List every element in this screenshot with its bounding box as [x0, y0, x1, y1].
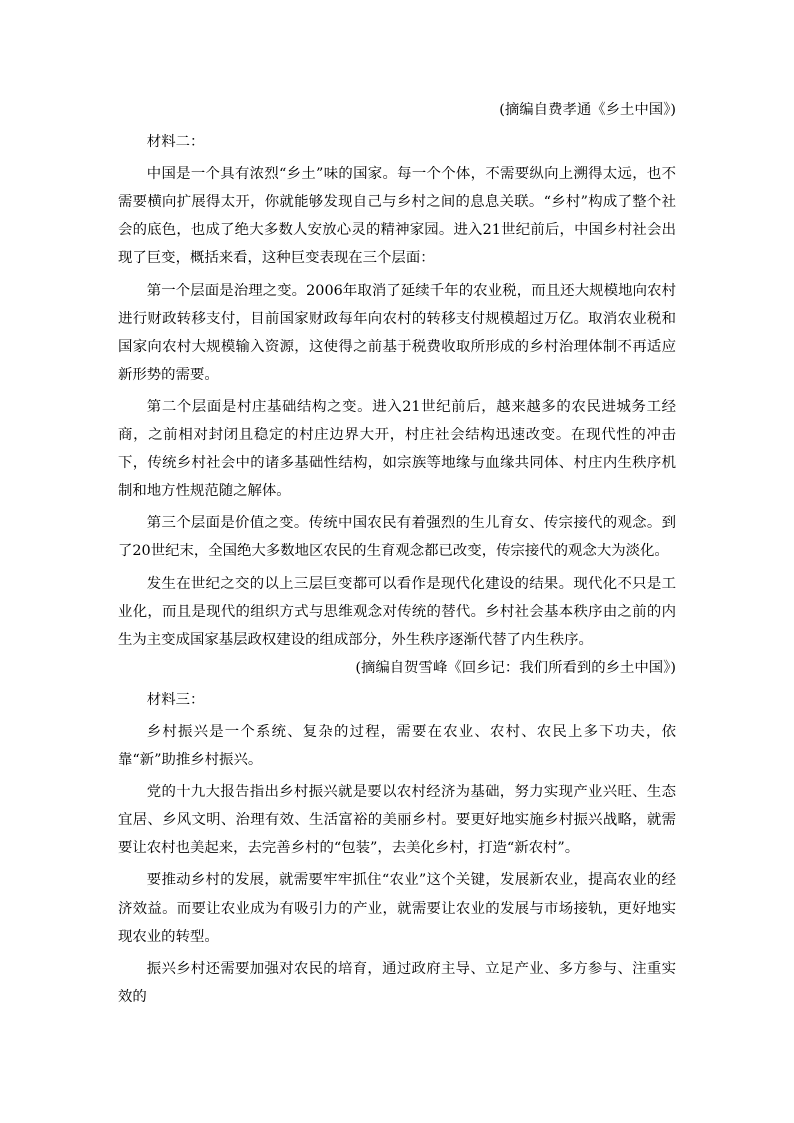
document-page [118, 96, 676, 1011]
material-2-paragraph-1: 中国是一个具有浓烈“乡土”味的国家。每一个个体，不需要纵向上溯得太远，也不需要横向扩展得太开，你就能够发现自己与乡村之间的息息关联。“乡村”构成了整个社会的底色，也成了绝大多数人安放心灵的精神家园。进入21世纪前后，中国乡村社会出现了巨变，概括来看，这种巨变表现在三个层面： [118, 166, 676, 267]
source-citation-2: (摘编自贺雪峰《回乡记：我们所看到的乡土中国》) [355, 659, 676, 676]
material-2-heading: 材料二： [146, 134, 205, 151]
material-2-paragraph-3: 第二个层面是村庄基础结构之变。进入21世纪前后，越来越多的农民进城务工经商，之前相对封闭且稳定的村庄边界大开，村庄社会结构迅速改变。在现代性的冲击下，传统乡村社会中的诸多基础性结构，如宗族等地缘与血缘共同体、村庄内生秩序机制和地方性规范随之解体。 [118, 398, 676, 500]
material-3-paragraph-4: 振兴乡村还需要加强对农民的培育，通过政府主导、立足产业、多方参与、注重实效的 [118, 960, 676, 1005]
material-3-paragraph-3: 要推动乡村的发展，就需要牢牢抓住“农业”这个关键，发展新农业，提高农业的经济效益。而要让农业成为有吸引力的产业，就需要让农业的发展与市场接轨，更好地实现农业的转型。 [118, 872, 676, 945]
material-3-heading: 材料三： [146, 691, 205, 708]
source-citation-1: (摘编自费孝通《乡土中国》) [499, 102, 676, 118]
material-2-paragraph-5: 发生在世纪之交的以上三层巨变都可以看作是现代化建设的结果。现代化不只是工业化，而且是现代的组织方式与思维观念对传统的替代。乡村社会基本秩序由之前的内生为主变成国家基层政权建设的组成部分，外生秩序逐渐代替了内生秩序。 [118, 575, 676, 648]
material-3-paragraph-1: 乡村振兴是一个系统、复杂的过程，需要在农业、农村、农民上多下功夫，依靠“新”助推乡村振兴。 [118, 723, 676, 769]
material-2-paragraph-2: 第一个层面是治理之变。2006年取消了延续千年的农业税，而且还大规模地向农村进行财政转移支付，目前国家财政每年向农村的转移支付规模超过万亿。取消农业税和国家向农村大规模输入资源，这使得之前基于税费收取所形成的乡村治理体制不再适应新形势的需要。 [118, 282, 676, 383]
material-3-paragraph-2: 党的十九大报告指出乡村振兴就是要以农村经济为基础，努力实现产业兴旺、生态宜居、乡风文明、治理有效、生活富裕的美丽乡村。要更好地实施乡村振兴战略，就需要让农村也美起来，去完善乡村的“包装”，去美化乡村，打造“新农村”。 [118, 784, 676, 857]
material-2-paragraph-4: 第三个层面是价值之变。传统中国农民有着强烈的生儿育女、传宗接代的观念。到了20世纪末，全国绝大多数地区农民的生育观念都已改变，传宗接代的观念大为淡化。 [118, 515, 676, 560]
